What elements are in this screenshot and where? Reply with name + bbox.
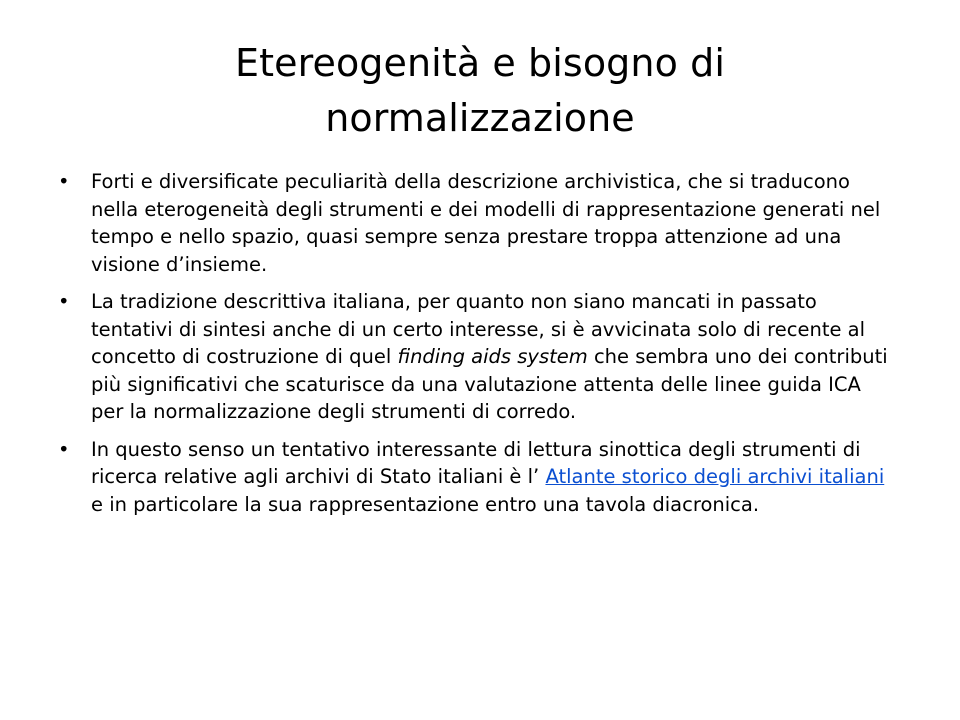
slide-title: Etereogenità e bisogno di normalizzazione bbox=[234, 41, 725, 140]
bullet-italic-term: finding aids system bbox=[397, 345, 588, 368]
bullet-list bbox=[58, 168, 894, 528]
bullet-icon: • bbox=[58, 170, 70, 193]
bullet-icon: • bbox=[58, 290, 70, 313]
bullet-item-3 bbox=[58, 436, 894, 519]
bullet-item-1 bbox=[58, 168, 894, 278]
atlante-link[interactable]: Atlante storico degli archivi italiani bbox=[545, 465, 885, 488]
bullet-text-before: La tradizione descrittiva italiana, per quanto non siano mancati in passato tentativi di sintesi anche di un certo interesse, si è avvicinata solo di recente al concetto di costruzione di quel bbox=[91, 290, 866, 368]
bullet-text-after: e in particolare la sua rappresentazione entro una tavola diacronica. bbox=[91, 492, 760, 516]
bullet-text-before: In questo senso un tentativo interessante di lettura sinottica degli strumenti di ricerca relative agli archivi di Stato italiani è l’ bbox=[91, 437, 861, 488]
bullet-text-after: che sembra uno dei contributi più significativi che scaturisce da una valutazione attenta delle linee guida ICA per la normalizzazione degli strumenti di corredo. bbox=[91, 345, 888, 423]
bullet-item-2 bbox=[58, 288, 894, 426]
bullet-text: Forti e diversificate peculiarità della descrizione archivistica, che si traducono nella eterogeneità degli strumenti e dei modelli di rappresentazione generati nel tempo e nello spazio, quasi sempre senza prestare troppa attenzione ad una visione d’insieme. bbox=[91, 170, 881, 276]
bullet-icon: • bbox=[58, 437, 70, 461]
